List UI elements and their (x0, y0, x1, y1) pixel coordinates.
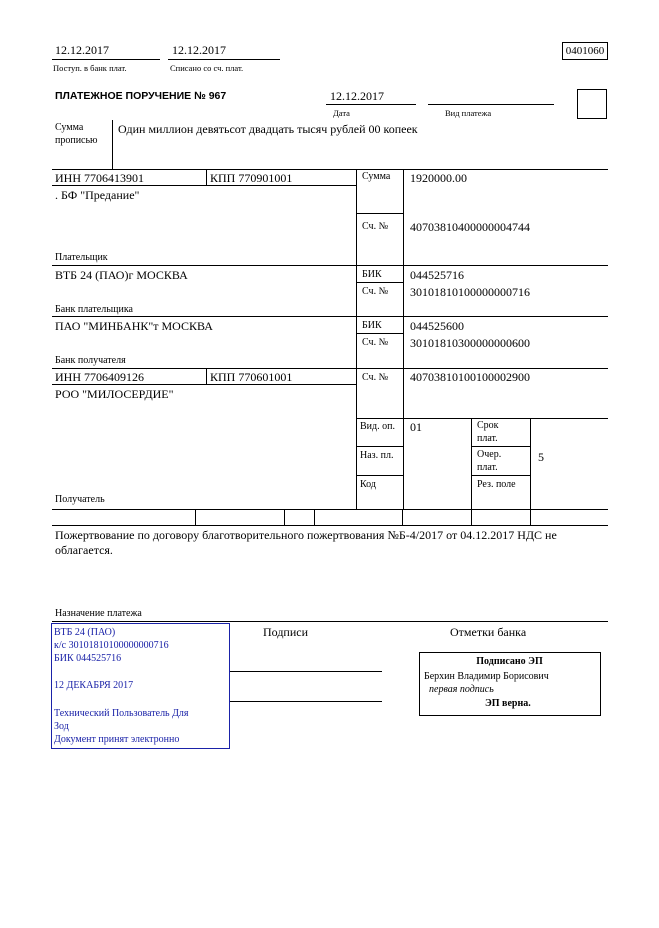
stamp-corr-account: к/с 30101810100000000716 (54, 640, 169, 651)
divider (403, 169, 404, 509)
ocher-value: 5 (538, 450, 544, 464)
ocher-label: плат. (477, 462, 498, 473)
page-title: ПЛАТЕЖНОЕ ПОРУЧЕНИЕ № 967 (55, 90, 227, 102)
vid-op-label: Вид. оп. (360, 421, 395, 432)
e-signature-title: Подписано ЭП (476, 656, 543, 667)
divider (52, 265, 608, 266)
amount-in-words: Один миллион девятьсот двадцать тысяч рублей 00 копеек (118, 122, 418, 136)
stamp-accepted: Документ принят электронно (54, 734, 180, 745)
payer-inn: ИНН 7706413901 (55, 171, 144, 185)
recipient-inn: ИНН 7706409126 (55, 370, 144, 384)
recipient-kpp: КПП 770601001 (210, 370, 293, 384)
recipient-bank-bik: 044525600 (410, 319, 464, 333)
divider (52, 59, 160, 60)
signature-line (230, 671, 382, 672)
recipient-label: Получатель (55, 494, 105, 505)
payer-name: . БФ "Предание" (55, 188, 140, 202)
date-debited-label: Списано со сч. плат. (170, 63, 244, 73)
purpose-text: облагается. (55, 543, 113, 557)
divider (168, 59, 280, 60)
amount-value: 1920000.00 (410, 171, 467, 185)
divider (52, 316, 608, 317)
divider (471, 475, 530, 476)
divider (52, 621, 608, 622)
recipient-name: РОО "МИЛОСЕРДИЕ" (55, 387, 174, 401)
payer-bank-bik: 044525716 (410, 268, 464, 282)
date-received: 12.12.2017 (55, 43, 109, 57)
order-date: 12.12.2017 (330, 89, 384, 103)
kod-label: Код (360, 479, 376, 490)
divider (52, 368, 608, 369)
amount-words-label: прописью (55, 135, 98, 146)
divider (112, 120, 113, 169)
divider (356, 333, 403, 334)
payer-kpp: КПП 770901001 (210, 171, 293, 185)
divider (52, 509, 608, 510)
date-debited: 12.12.2017 (172, 43, 226, 57)
naz-pl-label: Наз. пл. (360, 450, 394, 461)
stamp-bank-name: ВТБ 24 (ПАО) (54, 627, 116, 638)
divider (530, 509, 531, 525)
recipient-bank-name: ПАО "МИНБАНК"т МОСКВА (55, 319, 213, 333)
divider (402, 509, 403, 525)
divider (471, 446, 530, 447)
divider (52, 525, 608, 526)
bank-marks-label: Отметки банка (450, 625, 527, 639)
srok-label: Срок (477, 420, 499, 431)
divider (314, 509, 315, 525)
signatures-label: Подписи (263, 625, 309, 639)
vid-op-value: 01 (410, 420, 422, 434)
divider (471, 509, 472, 525)
stamp-user: Зод (54, 721, 69, 732)
payer-bank-name: ВТБ 24 (ПАО)г МОСКВА (55, 268, 188, 282)
order-date-label: Дата (333, 108, 350, 118)
divider (356, 282, 403, 283)
divider (530, 418, 531, 509)
payer-account: 40703810400000004744 (410, 220, 530, 234)
payment-type-label: Вид платежа (445, 108, 492, 118)
recipient-account-label: Сч. № (362, 372, 389, 383)
stamp-date: 12 ДЕКАБРЯ 2017 (54, 680, 134, 691)
divider (326, 104, 416, 105)
e-signature-status: ЭП верна. (485, 698, 531, 709)
divider (206, 368, 207, 384)
recipient-bank-account-label: Сч. № (362, 337, 389, 348)
payer-label: Плательщик (55, 252, 108, 263)
amount-words-label: Сумма (55, 122, 84, 133)
date-received-label: Поступ. в банк плат. (53, 63, 127, 73)
divider (284, 509, 285, 525)
recipient-bank-account: 30101810300000000600 (410, 336, 530, 350)
purpose-text: Пожертвование по договору благотворительного пожертвования №Б-4/2017 от 04.12.2017 НДС не (55, 528, 557, 542)
e-signature-signer: Берхин Владимир Борисович (424, 671, 549, 682)
divider (52, 169, 608, 170)
payer-bank-account: 30101810100000000716 (410, 285, 530, 299)
form-code: 0401060 (565, 45, 605, 57)
payer-status-box (577, 89, 607, 119)
divider (195, 509, 196, 525)
divider (471, 418, 472, 509)
divider (356, 213, 403, 214)
recipient-bank-bik-label: БИК (362, 320, 382, 331)
signature-line (230, 701, 382, 702)
purpose-label: Назначение платежа (55, 608, 142, 619)
srok-label: плат. (477, 433, 498, 444)
payer-bank-label: Банк плательщика (55, 304, 133, 315)
divider (206, 169, 207, 185)
divider (356, 169, 357, 509)
divider (356, 475, 403, 476)
stamp-bik: БИК 044525716 (54, 653, 122, 664)
divider (356, 446, 403, 447)
stamp-user: Технический Пользователь Для (54, 708, 189, 719)
amount-label: Сумма (362, 171, 391, 182)
payer-bank-account-label: Сч. № (362, 286, 389, 297)
form-code-box (562, 42, 608, 60)
divider (356, 418, 608, 419)
recipient-account: 40703810100100002900 (410, 370, 530, 384)
recipient-bank-label: Банк получателя (55, 355, 126, 366)
rez-field-label: Рез. поле (477, 479, 516, 490)
divider (428, 104, 554, 105)
e-signature-role: первая подпись (429, 684, 494, 695)
ocher-label: Очер. (477, 449, 502, 460)
payer-account-label: Сч. № (362, 221, 389, 232)
payer-bank-bik-label: БИК (362, 269, 382, 280)
